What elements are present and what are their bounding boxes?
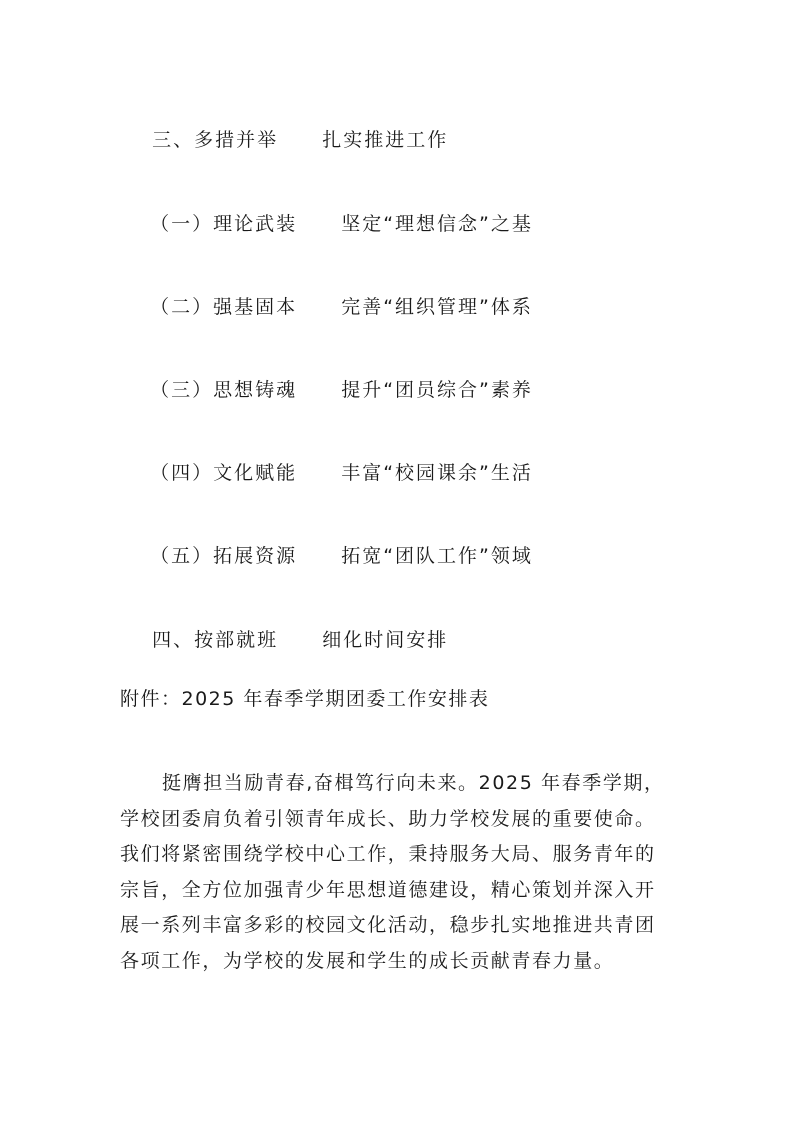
subheading-tail: 提升“团员综合”素养 [341,379,533,401]
paragraph-line: 挺膺担当励青春,奋楫笃行向未来。2025 年春季学期， [162,772,665,794]
subheading-3 [118,354,533,426]
paragraph-line: 我们将紧密围绕学校中心工作，秉持服务大局、服务青年的 [120,843,656,865]
attachment-line: 附件：2025 年春季学期团委工作安排表 [120,688,490,710]
subheading-lead: （二）强基固本 [150,296,298,318]
subheading-lead: （四）文化赋能 [150,462,298,484]
subheading-tail: 完善“组织管理”体系 [341,296,533,318]
subheading-4 [118,437,533,509]
subheading-tail: 丰富“校园课余”生活 [341,462,533,484]
subheading-tail: 坚定“理想信念”之基 [341,213,533,235]
body-paragraph [120,766,672,979]
subheading-2 [118,271,533,343]
subheading-1 [118,188,533,260]
heading-section-3 [120,104,448,176]
heading-section-4 [120,604,448,676]
heading-lead: 四、按部就班 [152,629,279,651]
heading-lead: 三、多措并举 [152,129,279,151]
paragraph-line: 学校团委肩负着引领青年成长、助力学校发展的重要使命。 [120,807,656,830]
subheading-lead: （三）思想铸魂 [150,379,298,401]
paragraph-line: 展一系列丰富多彩的校园文化活动，稳步扎实地推进共青团 [120,914,656,936]
heading-tail: 细化时间安排 [322,629,449,651]
subheading-lead: （五）拓展资源 [150,545,298,567]
subheading-tail: 拓宽“团队工作”领域 [341,545,533,567]
paragraph-line: 各项工作，为学校的发展和学生的成长贡献青春力量。 [120,949,615,972]
subheading-5 [118,520,533,592]
paragraph-line: 宗旨，全方位加强青少年思想道德建设，精心策划并深入开 [120,878,656,901]
subheading-lead: （一）理论武装 [150,213,298,235]
heading-tail: 扎实推进工作 [322,129,449,151]
